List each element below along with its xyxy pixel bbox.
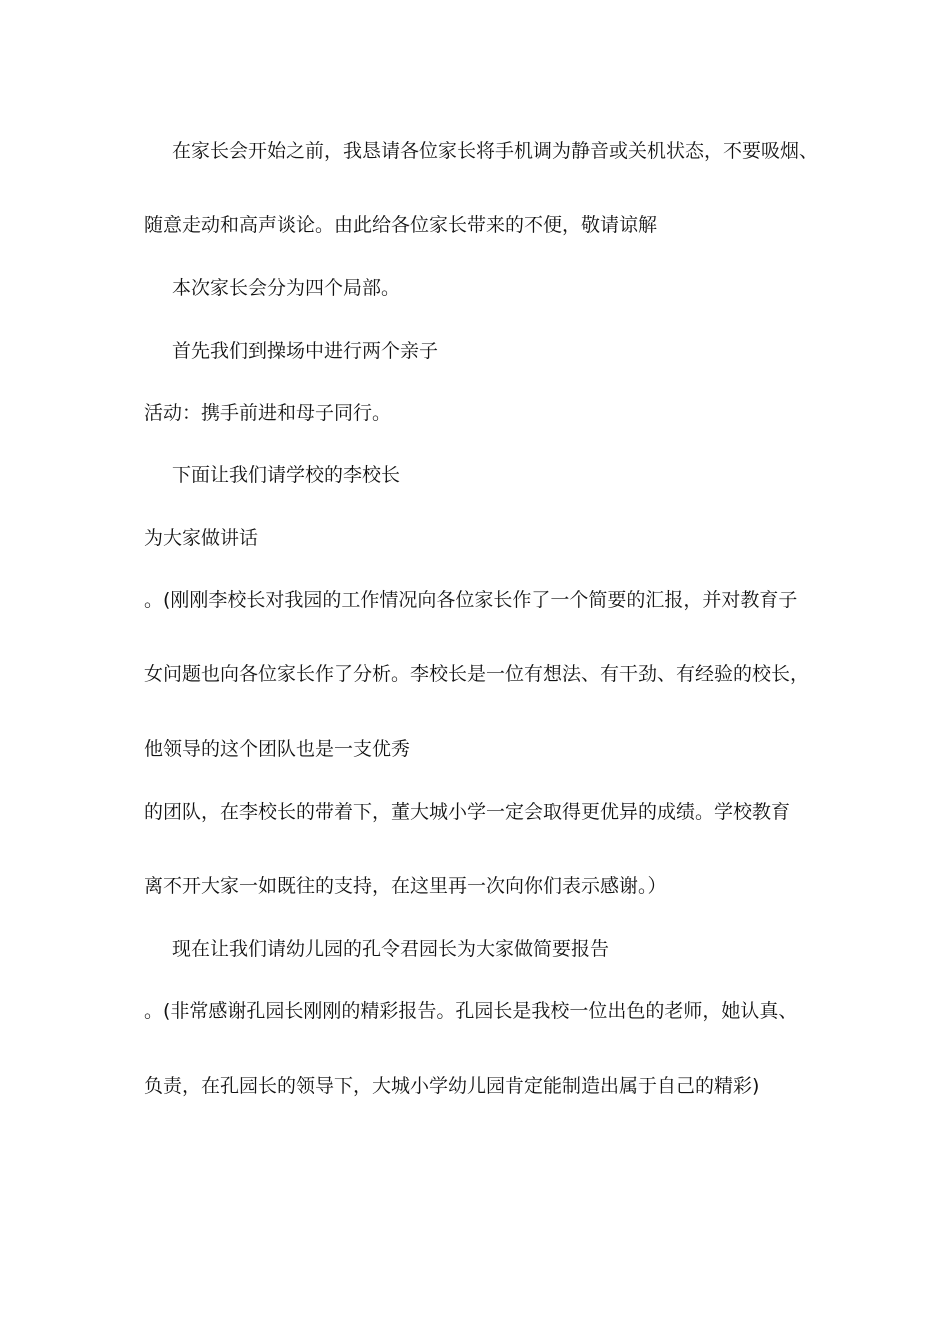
paragraph-line: 活动：携手前进和母子同行。 [144,402,392,424]
paragraph-line: 首先我们到操场中进行两个亲子 [172,340,439,362]
paragraph-line: 离不开大家一如既往的支持，在这里再一次向你们表示感谢。） [144,875,667,897]
paragraph-line: 女问题也向各位家长作了分析。李校长是一位有想法、有干劲、有经验的校长， [144,663,810,685]
paragraph-line: 在家长会开始之前，我恳请各位家长将手机调为静音或关机状态，不要吸烟、 [172,140,819,162]
paragraph-line: 本次家长会分为四个局部。 [172,277,401,299]
paragraph-line: 他领导的这个团队也是一支优秀 [144,738,411,760]
paragraph-line: 为大家做讲话 [144,527,259,549]
paragraph-line: 。(刚刚李校长对我园的工作情况向各位家长作了一个简要的汇报，并对教育子 [144,589,798,611]
paragraph-line: 随意走动和高声谈论。由此给各位家长带来的不便，敬请谅解 [144,214,658,236]
paragraph-line: 。(非常感谢孔园长刚刚的精彩报告。孔园长是我校一位出色的老师，她认真、 [144,1000,798,1022]
paragraph-line: 的团队，在李校长的带着下，董大城小学一定会取得更优异的成绩。学校教育 [144,801,791,823]
paragraph-line: 负责，在孔园长的领导下，大城小学幼儿园肯定能制造出属于自己的精彩) [144,1075,760,1097]
paragraph-line: 下面让我们请学校的李校长 [172,464,401,486]
paragraph-line: 现在让我们请幼儿园的孔令君园长为大家做简要报告 [172,938,610,960]
